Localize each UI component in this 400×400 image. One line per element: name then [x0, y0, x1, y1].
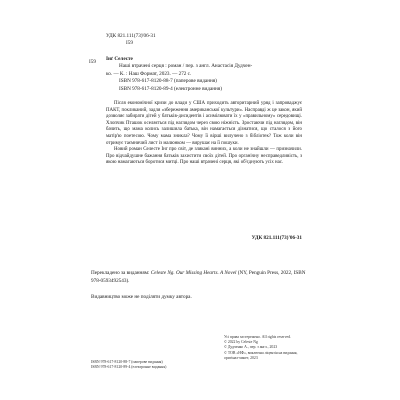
original-book-details: (NY, Penguin Press, 2022, ISBN 978-0593492543).: [91, 270, 306, 284]
catalog-isbn-ebook: ISBN 978-617-8120-89-4 (електронне видання): [119, 85, 222, 92]
translated-label: Перекладено за виданням:: [91, 270, 150, 276]
isbn-block-bottom: [91, 360, 166, 370]
catalog-title-line-2: ко. — К. : Наш Формат, 2023. — 272 с.: [106, 70, 192, 77]
catalog-card: [106, 56, 302, 93]
author-mark: І59: [89, 59, 96, 65]
isbn-paper-bottom: ISBN 978-617-8120-88-7 (паперове видання): [91, 360, 163, 364]
udc-code-bottom: УДК 821.111(73)'06-31: [251, 235, 302, 241]
rights-line-1: Усі права застережено. All rights reserved.: [224, 335, 292, 339]
rights-line-2: © 2022 by Celeste Ng: [224, 340, 258, 345]
udc-code: УДК 821.111(73)'06-31: [106, 33, 156, 39]
annotation-paragraph-1: Після економічної кризи до влади у США приходить авторитарний уряд і запроваджує ПАКТ, покликаний, задля «збереження американської культури». Насправді ж це закон, який дозволяє забирати дітей у батьків-дисидентів і асимілювати їх у «правильному» середовищі. Хлопчик Пташок оселяється під наглядом через свою ніжність. Зростаючи під наглядом, він бачить, що мама колись залишила батька, він намагається дізнатися, що сталося з його матір'ю поетесою. Чому мама зникла? Чому її вірші вилучено з бібліотек? Тож коли він отримує таємничий лист із малюнком — вирушає на її пошуки.: [106, 101, 302, 146]
annotation: [106, 101, 302, 167]
catalog-author: Інґ Селесте: [106, 56, 133, 62]
isbn-ebook-bottom: ISBN 978-617-8120-89-4 (електронне видання): [91, 365, 167, 370]
rights-block: [224, 335, 297, 361]
publisher-disclaimer: Видавництво може не поділяти думку автора.: [91, 294, 192, 300]
original-book-title: Celeste Ng. Our Missing Hearts. A Novel: [150, 270, 237, 276]
rights-line-4: © ТОВ «НФ», виключна ліцензія на видання,: [224, 350, 298, 355]
translated-from: [91, 270, 307, 286]
annotation-paragraph-2: Новий роман Селесте Інґ про світ, де злякані винних, а коли не знайшли — призначили. Про відчайдушне бажання батьків захистити своїх дітей. Про органічну несправедливість, з якою намагаються боротися митці. Про наші втрачені серця, які об'єднують усіх нас.: [106, 147, 302, 166]
catalog-title-line-1: Наші втрачені серця : роман / пер. з англ. Анастасія Дудчен-: [119, 63, 253, 70]
udc-class: І59: [126, 40, 133, 46]
catalog-isbn-paper: ISBN 978-617-8120-88-7 (паперове видання): [119, 78, 217, 85]
rights-line-3: © Дудченко А., пер. з англ., 2023: [224, 345, 278, 350]
udc-block-top: [106, 33, 156, 47]
rights-line-5: оригінал-макет, 2023: [224, 355, 258, 360]
